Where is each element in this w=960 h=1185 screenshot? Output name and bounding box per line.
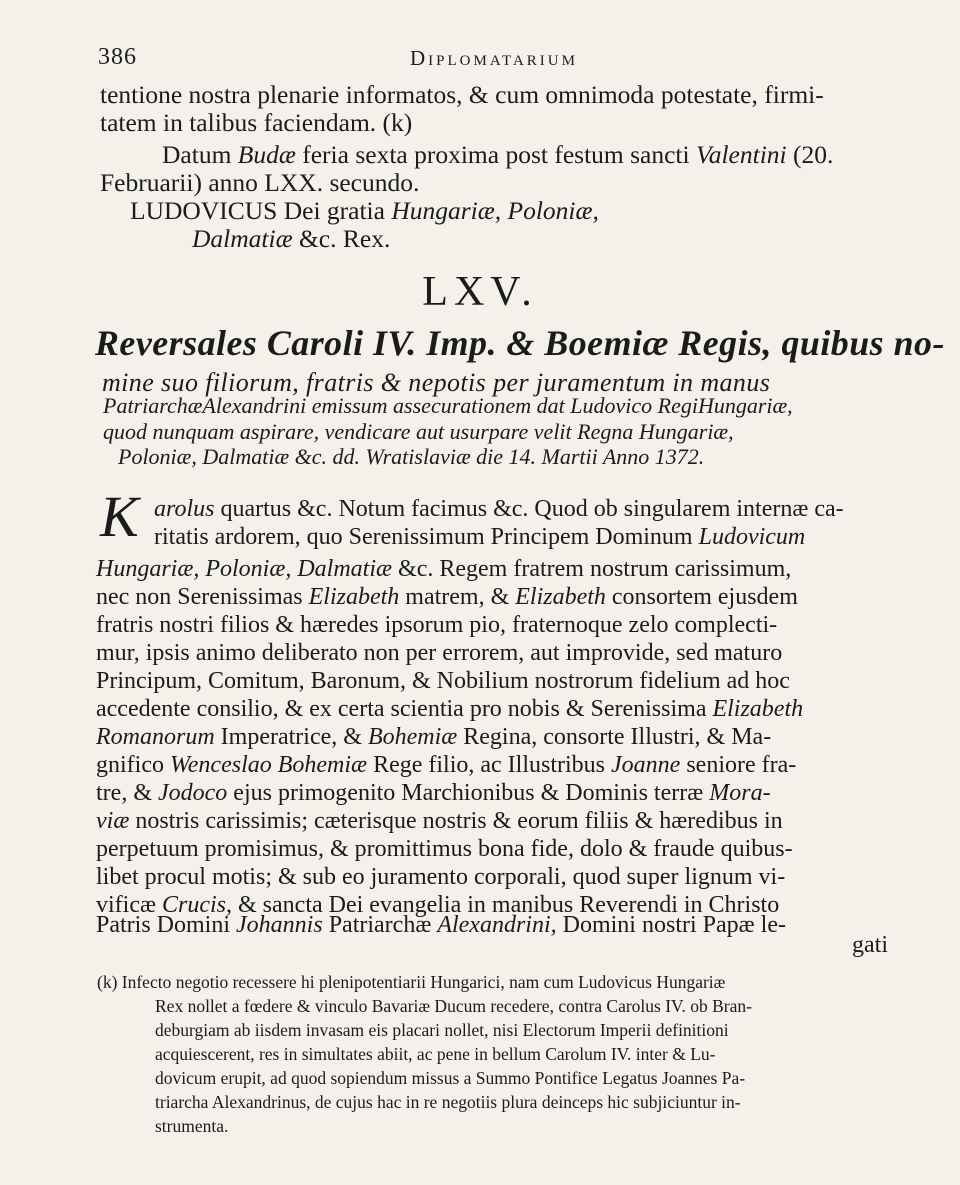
text-line: tentione nostra plenarie informatos, & cum omnimoda potestate, firmi- (100, 80, 824, 109)
footnote-line: deburgiam ab iisdem invasam eis placari nollet, nisi Electorum Imperii definitioni (155, 1020, 729, 1040)
body-line: Hungariæ, Poloniæ, Dalmatiæ &c. Regem fratrem nostrum carissimum, (96, 556, 792, 582)
body-line: accedente consilio, & ex certa scientia pro nobis & Serenissima Elizabeth (96, 696, 804, 722)
body-line: fratris nostri filios & hæredes ipsorum pio, fraternoque zelo complecti- (96, 612, 778, 638)
drop-cap: K (100, 484, 139, 549)
document-heading: mine suo filiorum, fratris & nepotis per juramentum in manus (102, 368, 771, 397)
chapter-number: LXV. (422, 269, 538, 315)
document-heading: Poloniæ, Dalmatiæ &c. dd. Wratislaviæ die 14. Martii Anno 1372. (118, 444, 705, 469)
footnote-line: acquiescerent, res in simultates abiit, ac pene in bellum Carolum IV. inter & Lu- (155, 1044, 716, 1064)
footnote-marker: (k) (97, 972, 118, 992)
footnote-line: dovicum erupit, ad quod sopiendum missus a Summo Pontifice Legatus Joannes Pa- (155, 1068, 746, 1088)
document-heading: quod nunquam aspirare, vendicare aut usurpare velit Regna Hungariæ, (103, 419, 734, 444)
footnote-line: triarcha Alexandrinus, de cujus hac in re negotiis plura deinceps hic subjiciuntur in- (155, 1092, 741, 1112)
running-title: Diplomatarium (410, 46, 578, 70)
body-line: ritatis ardorem, quo Serenissimum Principem Dominum Ludovicum (154, 524, 806, 550)
signature-line: Dalmatiæ &c. Rex. (192, 224, 391, 253)
body-line: arolus quartus &c. Notum facimus &c. Quod ob singularem internæ ca- (154, 496, 844, 522)
body-line: viæ nostris carissimis; cæterisque nostris & eorum filiis & hæredibus in (96, 808, 783, 834)
body-line: gnifico Wenceslao Bohemiæ Rege filio, ac Illustribus Joanne seniore fra- (96, 752, 797, 778)
catchword: gati (852, 932, 888, 958)
body-line: mur, ipsis animo deliberato non per errorem, aut improvide, sed maturo (96, 640, 783, 666)
footnote-line: strumenta. (155, 1116, 229, 1136)
body-line: libet procul motis; & sub eo juramento corporali, quod super lignum vi- (96, 864, 786, 890)
body-line: tre, & Jodoco ejus primogenito Marchionibus & Dominis terræ Mora- (96, 780, 771, 806)
body-line: Principum, Comitum, Baronum, & Nobilium nostrorum fidelium ad hoc (96, 668, 790, 694)
body-line: Patris Domini Johannis Patriarchæ Alexandrini, Domini nostri Papæ le- (96, 912, 786, 938)
page-header (98, 44, 890, 74)
document-heading: Reversales Caroli IV. Imp. & Boemiæ Regis, quibus no- (95, 323, 945, 363)
text-line: tatem in talibus faciendam. (k) (100, 108, 413, 137)
footnote-line: (k) Infecto negotio recessere hi plenipotentiarii Hungarici, nam cum Ludovicus Hungariæ (97, 972, 726, 992)
body-line: vificæ Crucis, & sancta Dei evangelia in manibus Reverendi in Christo (96, 892, 780, 918)
footnote-line: Rex nollet a fœdere & vinculo Bavariæ Ducum recedere, contra Carolus IV. ob Bran- (155, 996, 752, 1016)
dating-line: Datum Budæ feria sexta proxima post festum sancti Valentini (20. (162, 140, 834, 169)
page-number: 386 (98, 44, 137, 70)
text-line: Februarii) anno LXX. secundo. (100, 168, 420, 197)
body-line: nec non Serenissimas Elizabeth matrem, & Elizabeth consortem ejusdem (96, 584, 798, 610)
body-line: perpetuum promisimus, & promittimus bona fide, dolo & fraude quibus- (96, 836, 793, 862)
body-line: Romanorum Imperatrice, & Bohemiæ Regina, consorte Illustri, & Ma- (96, 724, 772, 750)
signature-line: LUDOVICUS Dei gratia Hungariæ, Poloniæ, (130, 196, 599, 225)
document-heading: PatriarchæAlexandrini emissum assecurationem dat Ludovico RegiHungariæ, (103, 393, 793, 418)
